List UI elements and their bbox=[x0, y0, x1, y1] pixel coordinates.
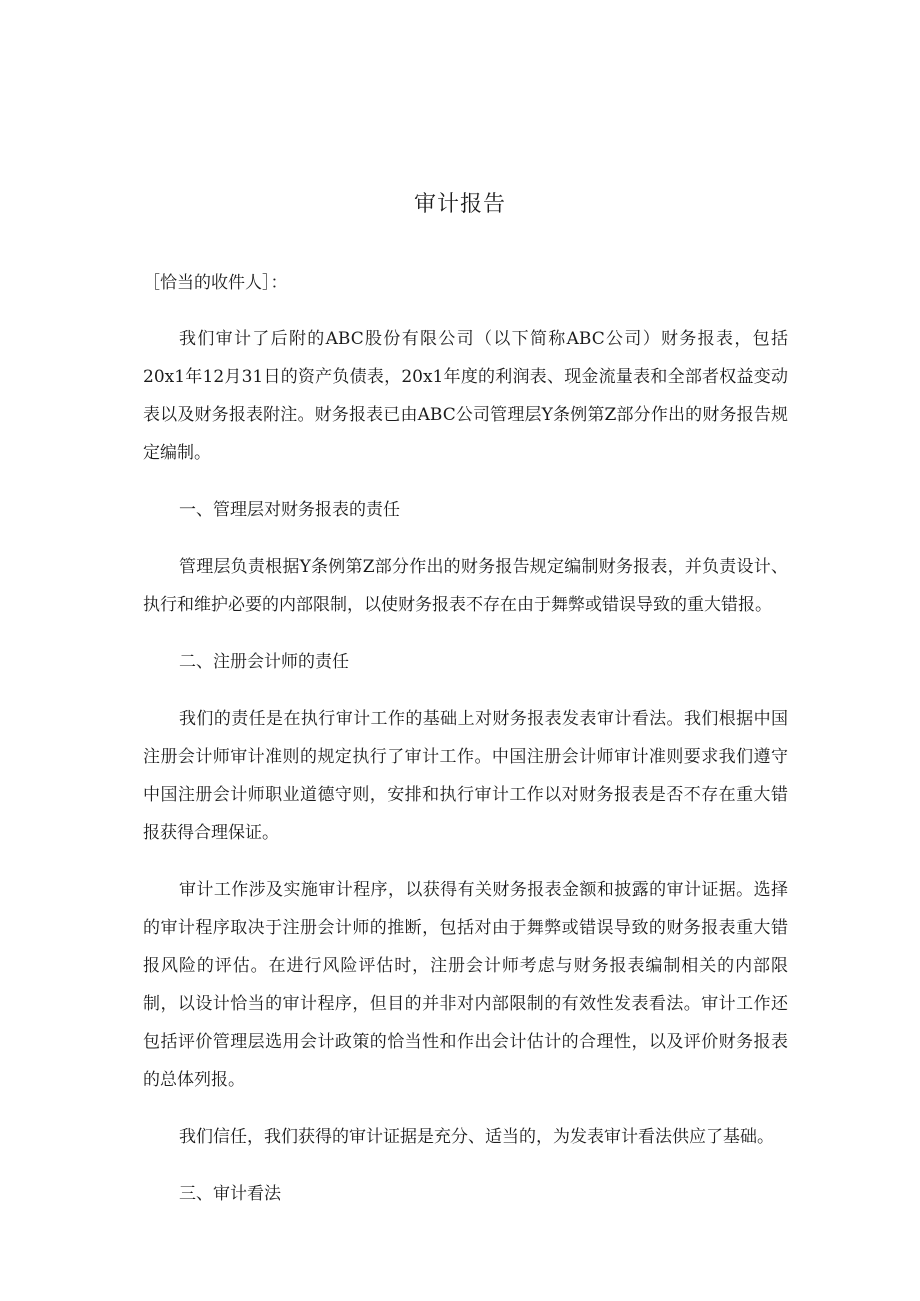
document-body bbox=[143, 264, 788, 1232]
auditor-responsibility-paragraph-3: 我们信任，我们获得的审计证据是充分、适当的，为发表审计看法供应了基础。 bbox=[179, 1127, 774, 1147]
document-title: 审计报告 bbox=[413, 192, 506, 217]
auditor-responsibility-paragraph-1: 我们的责任是在执行审计工作的基础上对财务报表发表审计看法。我们根据中国注册会计师审计准则的规定执行了审计工作。中国注册会计师审计准则要求我们遵守中国注册会计师职业道德守则，安排和执行审计工作以对财务报表是否不存在重大错报获得合理保证。 bbox=[143, 709, 788, 843]
intro-paragraph: 我们审计了后附的ABC股份有限公司（以下简称ABC公司）财务报表，包括20x1年12月31日的资产负债表，20x1年度的利润表、现金流量表和全部者权益变动表以及财务报表附注。财务报表已由ABC公司管理层Y条例第Z部分作出的财务报告规定编制。 bbox=[143, 329, 788, 463]
management-responsibility-paragraph: 管理层负责根据Y条例第Z部分作出的财务报告规定编制财务报表，并负责设计、执行和维护必要的内部限制，以使财务报表不存在由于舞弊或错误导致的重大错报。 bbox=[143, 557, 788, 615]
section-heading-management-responsibility: 一、管理层对财务报表的责任 bbox=[179, 500, 400, 520]
auditor-responsibility-paragraph-2: 审计工作涉及实施审计程序，以获得有关财务报表金额和披露的审计证据。选择的审计程序取决于注册会计师的推断，包括对由于舞弊或错误导致的财务报表重大错报风险的评估。在进行风险评估时，注册会计师考虑与财务报表编制相关的内部限制，以设计恰当的审计程序，但目的并非对内部限制的有效性发表看法。审计工作还包括评价管理层选用会计政策的恰当性和作出会计估计的合理性，以及评价财务报表的总体列报。 bbox=[143, 880, 788, 1090]
section-heading-audit-opinion: 三、审计看法 bbox=[179, 1184, 281, 1204]
addressee-line: ［恰当的收件人］： bbox=[143, 273, 288, 293]
section-heading-auditor-responsibility: 二、注册会计师的责任 bbox=[179, 652, 349, 672]
